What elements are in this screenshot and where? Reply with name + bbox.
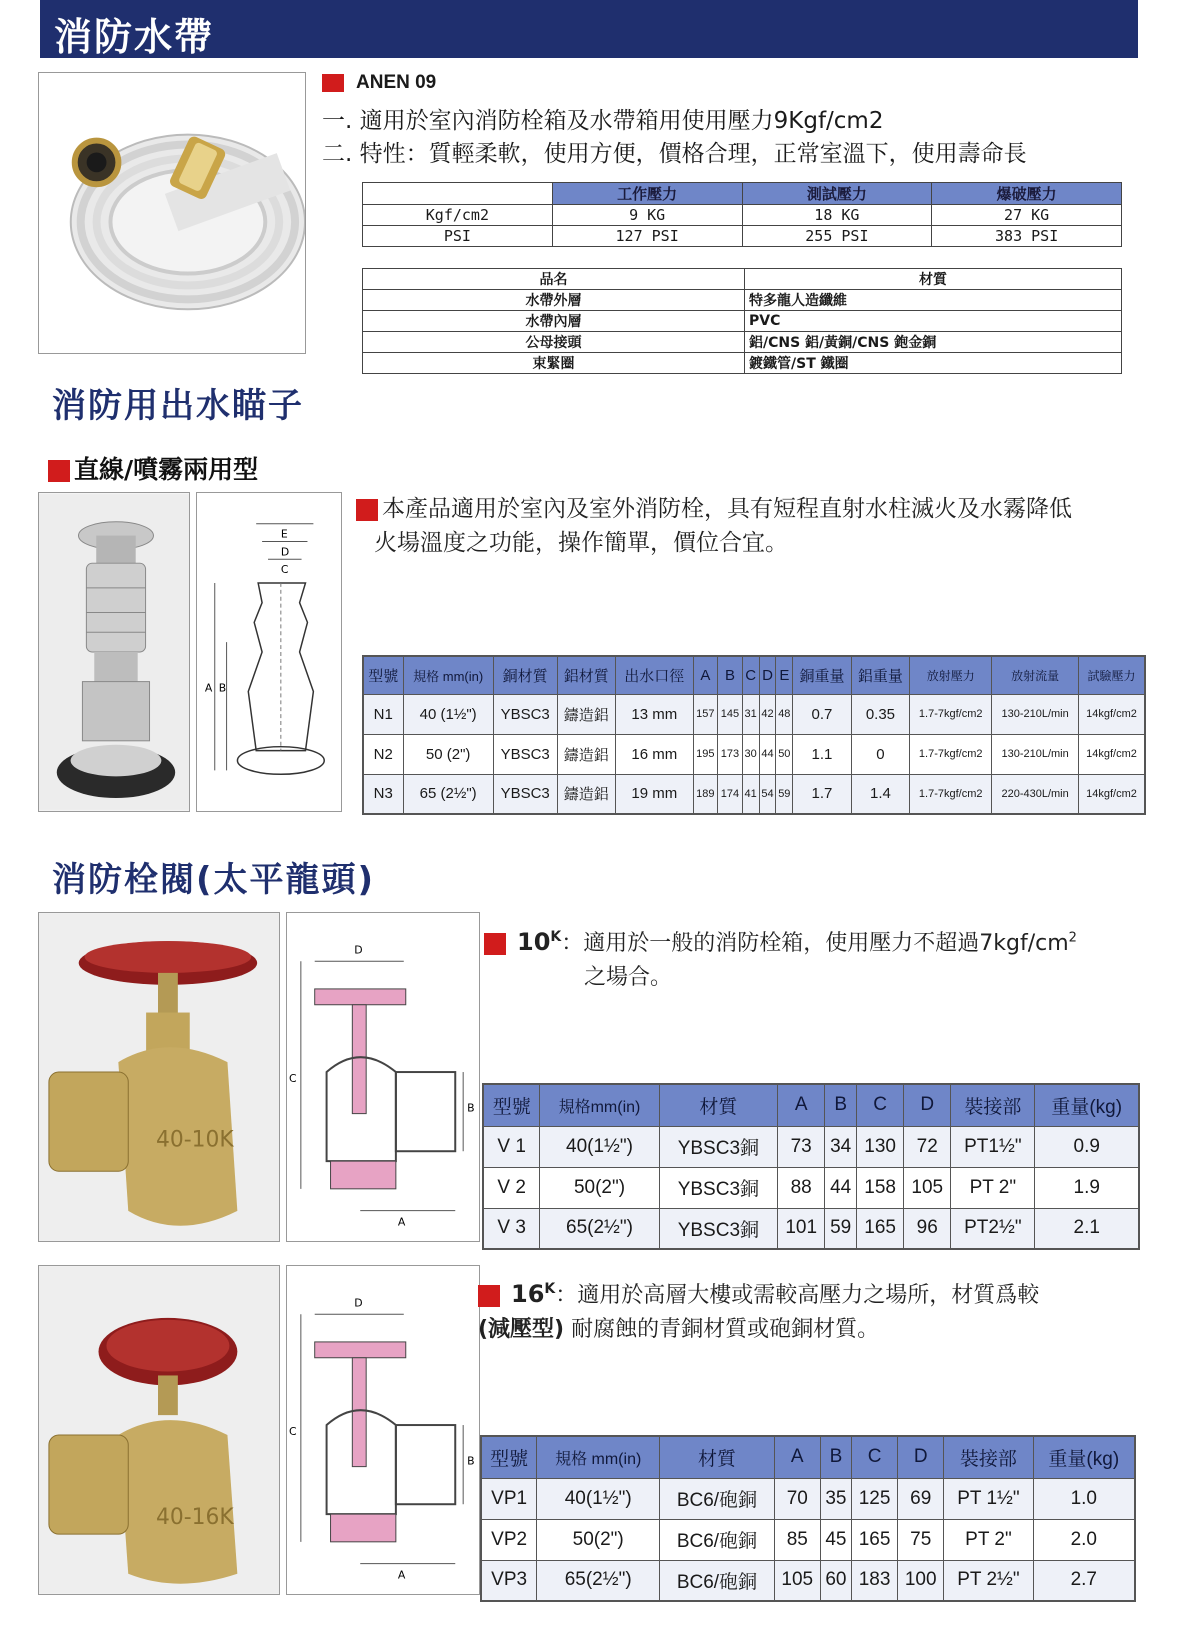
table-cell: BC6/砲銅 [660, 1478, 775, 1519]
nozzle-diagram [196, 492, 342, 812]
table-header: 材質 [745, 269, 1122, 290]
table-cell: 水帶內層 [363, 311, 745, 332]
table-cell: 鑄造鋁 [557, 694, 615, 734]
table-cell: 鑄造鋁 [557, 774, 615, 814]
table-cell: N3 [363, 774, 403, 814]
valve-10k-description [484, 920, 1077, 995]
valve-10k-desc-line-2: 之場合。 [584, 965, 673, 990]
table-cell: YBSC3 [493, 734, 557, 774]
nozzle-subheading [48, 450, 258, 486]
dim-label-c: C [288, 1424, 297, 1438]
table-cell: 0.9 [1035, 1126, 1139, 1167]
table-cell: 鋁/CNS 鋁/黃銅/CNS 鉋金銅 [745, 332, 1122, 353]
table-cell: 96 [904, 1208, 951, 1249]
dim-label-a: A [397, 1215, 406, 1229]
table-row [483, 1208, 1139, 1249]
valve-heading: 消防栓閥(太平龍頭) [52, 860, 376, 900]
table-cell: Kgf/cm2 [363, 205, 553, 226]
valve-10k-desc-text-1: ：適用於一般的消防栓箱，使用壓力不超過7kgf/cm [561, 931, 1069, 956]
table-row [363, 290, 1122, 311]
table-cell: 165 [857, 1208, 904, 1249]
table-cell: 174 [718, 774, 743, 814]
table-header: 型號 [483, 1084, 540, 1126]
table-cell: 1.0 [1033, 1478, 1135, 1519]
table-cell: 1.7-7kgf/cm2 [910, 734, 992, 774]
table-row [363, 226, 1122, 247]
nozzle-spec-table [362, 655, 1146, 815]
table-cell: 73 [778, 1126, 825, 1167]
nozzle-desc-text-1: 本產品適用於室內及室外消防栓，具有短程直射水柱滅火及水霧降低 [382, 496, 1072, 522]
dim-label-d: D [354, 943, 363, 957]
table-cell: 31 [742, 694, 759, 734]
table-cell: 1.4 [851, 774, 909, 814]
valve-10k-body-mark: 40-10K [156, 1127, 234, 1153]
hose-photo [38, 72, 306, 354]
dim-label-d: D [354, 1296, 363, 1310]
table-cell: 14kgf/cm2 [1078, 734, 1145, 774]
valve-16k-rating: 16 [511, 1280, 545, 1308]
valve-16k-spec-table [480, 1435, 1136, 1602]
table-row [483, 1126, 1139, 1167]
dim-label-a: A [397, 1568, 406, 1582]
table-header-blank [363, 183, 553, 205]
table-row [481, 1478, 1135, 1519]
table-cell: 130 [857, 1126, 904, 1167]
table-cell: 130-210L/min [992, 694, 1079, 734]
table-header-row [363, 269, 1122, 290]
table-cell: 158 [857, 1167, 904, 1208]
hose-model-label: ANEN 09 [356, 72, 437, 93]
table-header: B [820, 1436, 851, 1478]
table-cell: 50(2") [540, 1167, 659, 1208]
table-cell: 1.7-7kgf/cm2 [910, 694, 992, 734]
table-cell: 40(1½") [540, 1126, 659, 1167]
table-header-row [363, 183, 1122, 205]
valve-10k-rating: 10 [517, 928, 551, 956]
table-cell: PVC [745, 311, 1122, 332]
table-cell: 0.7 [793, 694, 851, 734]
table-header: A [693, 656, 718, 694]
table-cell: V 3 [483, 1208, 540, 1249]
valve-16k-desc-text-1: ：適用於高層大樓或需較高壓力之場所，材質爲較 [555, 1283, 1040, 1308]
table-cell: 2.7 [1033, 1560, 1135, 1601]
valve-10k-desc-line-1 [484, 920, 1077, 961]
table-cell: 34 [825, 1126, 857, 1167]
table-header: 裝接部 [951, 1084, 1035, 1126]
table-header: A [774, 1436, 820, 1478]
table-cell: PT1½" [951, 1126, 1035, 1167]
table-cell: 88 [778, 1167, 825, 1208]
nozzle-description [356, 492, 1072, 560]
dim-label-d: D [280, 545, 290, 559]
table-cell: VP1 [481, 1478, 537, 1519]
table-cell: VP2 [481, 1519, 537, 1560]
table-cell: 13 mm [616, 694, 694, 734]
table-cell: YBSC3銅 [659, 1126, 778, 1167]
table-cell: 14kgf/cm2 [1078, 694, 1145, 734]
table-cell: 1.9 [1035, 1167, 1139, 1208]
table-header: 銅材質 [493, 656, 557, 694]
table-cell: 鑄造鋁 [557, 734, 615, 774]
table-cell: 220-430L/min [992, 774, 1079, 814]
table-cell: 公母接頭 [363, 332, 745, 353]
table-cell: V 2 [483, 1167, 540, 1208]
table-cell: 157 [693, 694, 718, 734]
table-cell: 18 KG [742, 205, 932, 226]
table-header: 測試壓力 [742, 183, 932, 205]
table-cell: 鍍鐵管/ST 鐵圈 [745, 353, 1122, 374]
dim-label-c: C [288, 1071, 297, 1085]
table-header: 鋁材質 [557, 656, 615, 694]
hose-usage-text: 一. 適用於室內消防栓箱及水帶箱用使用壓力9Kgf/cm2 [322, 108, 884, 134]
table-cell: 173 [718, 734, 743, 774]
table-header: 型號 [363, 656, 403, 694]
table-cell: YBSC3銅 [659, 1208, 778, 1249]
table-header: 鋁重量 [851, 656, 909, 694]
table-cell: 45 [820, 1519, 851, 1560]
bullet-square-icon [484, 933, 506, 955]
table-header: D [898, 1436, 944, 1478]
dim-label-e: E [280, 527, 288, 541]
valve-16k-subtype: (減壓型) [478, 1317, 565, 1342]
table-cell: 1.1 [793, 734, 851, 774]
table-cell: 特多龍人造纖維 [745, 290, 1122, 311]
hose-material-table [362, 268, 1122, 374]
valve-16k-desc-line-2 [478, 1313, 1039, 1347]
valve-16k-photo [38, 1265, 280, 1595]
table-header: 重量(kg) [1035, 1084, 1139, 1126]
valve-16k-description [478, 1272, 1039, 1347]
table-cell: YBSC3 [493, 694, 557, 734]
table-row [481, 1560, 1135, 1601]
bullet-square-icon [48, 460, 70, 482]
table-cell: 59 [776, 774, 793, 814]
bullet-square-icon [322, 74, 344, 92]
table-cell: 105 [904, 1167, 951, 1208]
table-cell: PT 2" [944, 1519, 1033, 1560]
table-cell: 105 [774, 1560, 820, 1601]
table-header: 放射流量 [992, 656, 1079, 694]
table-header: 型號 [481, 1436, 537, 1478]
table-header: C [852, 1436, 898, 1478]
table-cell: 383 PSI [932, 226, 1122, 247]
table-cell: 85 [774, 1519, 820, 1560]
table-cell: 54 [759, 774, 776, 814]
page-title: 消防水帶 [54, 15, 215, 59]
table-header: C [857, 1084, 904, 1126]
table-cell: 50 (2") [403, 734, 493, 774]
table-cell: 30 [742, 734, 759, 774]
bullet-square-icon [478, 1285, 500, 1307]
table-header: 銅重量 [793, 656, 851, 694]
table-cell: PT 2½" [944, 1560, 1033, 1601]
table-header: 品名 [363, 269, 745, 290]
table-cell: 35 [820, 1478, 851, 1519]
table-cell: PT2½" [951, 1208, 1035, 1249]
table-cell: 255 PSI [742, 226, 932, 247]
table-row [363, 694, 1145, 734]
table-row [363, 353, 1122, 374]
table-cell: 50(2") [537, 1519, 660, 1560]
table-cell: VP3 [481, 1560, 537, 1601]
table-header: 試驗壓力 [1078, 656, 1145, 694]
table-header: D [759, 656, 776, 694]
table-cell: 42 [759, 694, 776, 734]
valve-10k-spec-table [482, 1083, 1140, 1250]
valve-10k-photo [38, 912, 280, 1242]
table-cell: YBSC3銅 [659, 1167, 778, 1208]
dim-label-b: B [467, 1454, 475, 1468]
nozzle-subheading-label: 直線/噴霧兩用型 [74, 455, 259, 484]
table-cell: 1.7-7kgf/cm2 [910, 774, 992, 814]
table-cell: 130-210L/min [992, 734, 1079, 774]
table-row [363, 774, 1145, 814]
table-cell: YBSC3 [493, 774, 557, 814]
table-cell: 72 [904, 1126, 951, 1167]
valve-10k-desc-sup: 2 [1068, 930, 1077, 946]
table-row [363, 205, 1122, 226]
valve-16k-desc-text-2: 耐腐蝕的青銅材質或砲銅材質。 [571, 1317, 880, 1342]
table-row [481, 1519, 1135, 1560]
table-cell: 2.1 [1035, 1208, 1139, 1249]
table-header: 裝接部 [944, 1436, 1033, 1478]
table-header-row [481, 1436, 1135, 1478]
table-cell: 48 [776, 694, 793, 734]
table-header: 重量(kg) [1033, 1436, 1135, 1478]
table-cell: 1.7 [793, 774, 851, 814]
table-cell: 40 (1½") [403, 694, 493, 734]
table-cell: 145 [718, 694, 743, 734]
valve-16k-desc-line-1 [478, 1272, 1039, 1313]
table-header: C [742, 656, 759, 694]
dim-label-b: B [218, 681, 227, 695]
table-header: B [718, 656, 743, 694]
hose-model [322, 72, 436, 94]
hose-pressure-table [362, 182, 1122, 247]
table-header: 規格mm(in) [540, 1084, 659, 1126]
valve-16k-rating-sup: K [544, 1281, 556, 1297]
table-cell: 27 KG [932, 205, 1122, 226]
table-cell: 44 [759, 734, 776, 774]
table-cell: N2 [363, 734, 403, 774]
table-cell: 183 [852, 1560, 898, 1601]
table-cell: 65 (2½") [403, 774, 493, 814]
nozzle-photo [38, 492, 190, 812]
table-cell: 70 [774, 1478, 820, 1519]
table-header: D [904, 1084, 951, 1126]
table-cell: 65(2½") [537, 1560, 660, 1601]
table-cell: V 1 [483, 1126, 540, 1167]
table-cell: 2.0 [1033, 1519, 1135, 1560]
table-header: 爆破壓力 [932, 183, 1122, 205]
hose-feature-text: 二. 特性：質輕柔軟，使用方便，價格合理，正常室溫下，使用壽命長 [322, 141, 1027, 167]
table-row [363, 734, 1145, 774]
table-cell: PSI [363, 226, 553, 247]
table-header: B [825, 1084, 857, 1126]
table-cell: 50 [776, 734, 793, 774]
dim-label-c: C [280, 563, 289, 577]
table-cell: PT 1½" [944, 1478, 1033, 1519]
table-cell: 19 mm [616, 774, 694, 814]
table-header: E [776, 656, 793, 694]
table-cell: 40(1½") [537, 1478, 660, 1519]
table-cell: 125 [852, 1478, 898, 1519]
table-cell: 165 [852, 1519, 898, 1560]
table-header: 出水口徑 [616, 656, 694, 694]
nozzle-desc-line-1 [356, 492, 1072, 526]
bullet-square-icon [356, 499, 378, 521]
table-cell: 9 KG [552, 205, 742, 226]
table-cell: 0 [851, 734, 909, 774]
table-cell: BC6/砲銅 [660, 1519, 775, 1560]
valve-16k-body-mark: 40-16K [156, 1505, 234, 1531]
table-header: A [778, 1084, 825, 1126]
page-title-bar [40, 0, 1138, 58]
table-cell: 16 mm [616, 734, 694, 774]
nozzle-desc-line-2: 火場溫度之功能，操作簡單，價位合宜。 [374, 530, 788, 556]
dim-label-b: B [467, 1101, 475, 1115]
table-header-row [363, 656, 1145, 694]
table-header: 放射壓力 [910, 656, 992, 694]
nozzle-heading: 消防用出水瞄子 [52, 386, 304, 426]
table-cell: 0.35 [851, 694, 909, 734]
table-header: 材質 [659, 1084, 778, 1126]
table-cell: BC6/砲銅 [660, 1560, 775, 1601]
table-row [483, 1167, 1139, 1208]
table-cell: 127 PSI [552, 226, 742, 247]
table-cell: 44 [825, 1167, 857, 1208]
table-row [363, 332, 1122, 353]
table-cell: 束緊圈 [363, 353, 745, 374]
dim-label-a: A [204, 681, 213, 695]
valve-10k-rating-sup: K [550, 929, 562, 945]
table-cell: N1 [363, 694, 403, 734]
table-cell: 75 [898, 1519, 944, 1560]
table-header: 工作壓力 [552, 183, 742, 205]
table-cell: PT 2" [951, 1167, 1035, 1208]
table-header: 材質 [660, 1436, 775, 1478]
table-cell: 水帶外層 [363, 290, 745, 311]
table-header-row [483, 1084, 1139, 1126]
valve-10k-diagram [286, 912, 480, 1242]
table-cell: 101 [778, 1208, 825, 1249]
table-cell: 60 [820, 1560, 851, 1601]
valve-16k-diagram [286, 1265, 480, 1595]
table-cell: 65(2½") [540, 1208, 659, 1249]
table-cell: 14kgf/cm2 [1078, 774, 1145, 814]
table-cell: 69 [898, 1478, 944, 1519]
table-cell: 59 [825, 1208, 857, 1249]
table-cell: 41 [742, 774, 759, 814]
table-header: 規格 mm(in) [403, 656, 493, 694]
table-cell: 100 [898, 1560, 944, 1601]
table-header: 規格 mm(in) [537, 1436, 660, 1478]
table-row [363, 311, 1122, 332]
table-cell: 189 [693, 774, 718, 814]
table-cell: 195 [693, 734, 718, 774]
